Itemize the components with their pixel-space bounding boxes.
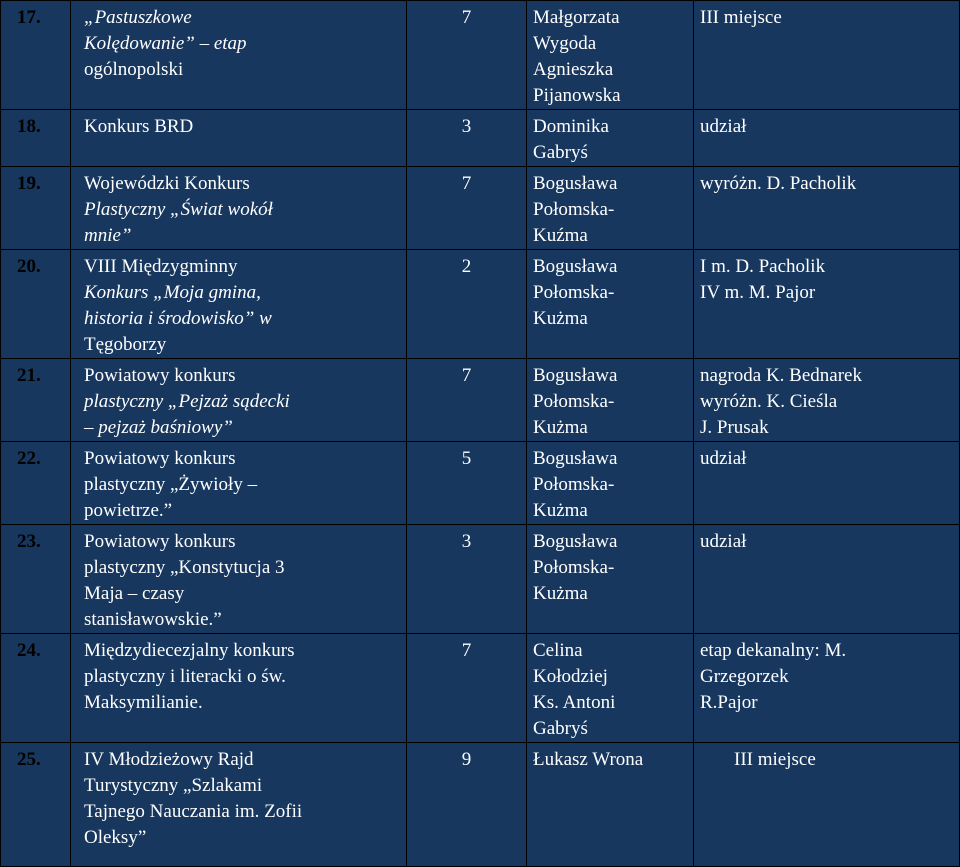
teacher-line: Pijanowska [533, 85, 621, 106]
table-row [1, 442, 960, 525]
participant-count-text: 3 [461, 116, 472, 137]
competition-name [71, 250, 407, 359]
table-row [1, 167, 960, 250]
teacher-line: Bogusława [533, 256, 618, 277]
row-number-text: 24. [17, 640, 41, 661]
row-number-text: 20. [17, 256, 41, 277]
result-line: etap dekanalny: M. [700, 640, 847, 661]
competition-line: ogólnopolski [84, 59, 184, 80]
row-number-text: 25. [17, 749, 41, 770]
competition-name [71, 110, 407, 167]
competition-line: „Pastuszkowe [84, 7, 192, 28]
competition-line: mnie” [84, 225, 132, 246]
teacher-line: Celina [533, 640, 583, 661]
teacher-line: Dominika [533, 116, 609, 137]
result-line: udział [700, 531, 747, 552]
teacher-line: Kużma [533, 308, 588, 329]
result-line: Grzegorzek [700, 666, 789, 687]
row-number [1, 359, 71, 442]
result-line: III miejsce [700, 7, 782, 28]
teacher-line: Wygoda [533, 33, 597, 54]
row-number-text: 22. [17, 448, 41, 469]
result [694, 250, 960, 359]
result-line: III miejsce [734, 749, 816, 770]
teacher-line: Ks. Antoni [533, 692, 616, 713]
competition-line: Plastyczny „Świat wokół [84, 199, 273, 220]
row-number [1, 634, 71, 743]
teacher-line: Połomska- [533, 557, 615, 578]
teacher-line: Kużma [533, 583, 588, 604]
teacher-line: Połomska- [533, 282, 615, 303]
teacher-name [527, 525, 694, 634]
teacher-name [527, 250, 694, 359]
competition-name [71, 743, 407, 867]
teacher-line: Połomska- [533, 391, 615, 412]
teacher-line: Łukasz Wrona [533, 749, 644, 770]
participant-count-text: 2 [461, 256, 472, 277]
competition-line: Oleksy” [84, 827, 147, 848]
teacher-name [527, 110, 694, 167]
competition-line: Maksymilianie. [84, 692, 203, 713]
competition-line: plastyczny „Żywioły – [84, 474, 258, 495]
participant-count-text: 7 [461, 365, 472, 386]
teacher-line: Gabryś [533, 142, 588, 163]
participant-count-text: 5 [461, 448, 472, 469]
competition-line: Kolędowanie” – etap [84, 33, 247, 54]
result [694, 442, 960, 525]
row-number [1, 167, 71, 250]
result-line: wyróżn. K. Cieśla [700, 391, 838, 412]
participant-count [407, 1, 527, 110]
competition-name [71, 359, 407, 442]
result [694, 167, 960, 250]
table-body [1, 1, 960, 867]
competition-line: Powiatowy konkurs [84, 365, 236, 386]
row-number-text: 18. [17, 116, 41, 137]
participant-count-text: 7 [461, 640, 472, 661]
competition-name [71, 167, 407, 250]
competition-line: – pejzaż baśniowy” [84, 417, 233, 438]
participant-count [407, 634, 527, 743]
participant-count-text: 7 [461, 173, 472, 194]
row-number [1, 442, 71, 525]
competition-line: Turystyczny „Szlakami [84, 775, 263, 796]
competition-line: Tajnego Nauczania im. Zofii [84, 801, 303, 822]
teacher-line: Bogusława [533, 531, 618, 552]
result-line: J. Prusak [700, 417, 769, 438]
competition-line: Powiatowy konkurs [84, 448, 236, 469]
participant-count [407, 743, 527, 867]
competition-line: plastyczny i literacki o św. [84, 666, 286, 687]
teacher-name [527, 1, 694, 110]
competition-line: plastyczny „Pejzaż sądecki [84, 391, 290, 412]
result-line: R.Pajor [700, 692, 758, 713]
participant-count [407, 250, 527, 359]
row-number-text: 21. [17, 365, 41, 386]
competition-line: historia i środowisko” w [84, 308, 272, 329]
result-line: I m. D. Pacholik [700, 256, 826, 277]
competition-line: Konkurs BRD [84, 116, 194, 137]
competition-name [71, 442, 407, 525]
competition-line: VIII Międzygminny [84, 256, 238, 277]
row-number [1, 525, 71, 634]
row-number [1, 250, 71, 359]
result-line: IV m. M. Pajor [700, 282, 816, 303]
teacher-line: Połomska- [533, 199, 615, 220]
teacher-name [527, 442, 694, 525]
competition-line: Wojewódzki Konkurs [84, 173, 250, 194]
row-number-text: 23. [17, 531, 41, 552]
competition-line: Konkurs „Moja gmina, [84, 282, 261, 303]
teacher-line: Kołodziej [533, 666, 608, 687]
teacher-line: Bogusława [533, 173, 618, 194]
participant-count [407, 110, 527, 167]
teacher-line: Kuźma [533, 225, 588, 246]
row-number [1, 743, 71, 867]
result [694, 1, 960, 110]
row-number-text: 17. [17, 7, 41, 28]
teacher-line: Kużma [533, 500, 588, 521]
result-line: udział [700, 448, 747, 469]
table-row [1, 250, 960, 359]
result [694, 359, 960, 442]
table-row [1, 1, 960, 110]
participant-count-text: 3 [461, 531, 472, 552]
competition-line: plastyczny „Konstytucja 3 [84, 557, 285, 578]
teacher-name [527, 167, 694, 250]
participant-count [407, 442, 527, 525]
competition-name [71, 634, 407, 743]
competition-line: powietrze.” [84, 500, 173, 521]
table-row [1, 525, 960, 634]
teacher-line: Połomska- [533, 474, 615, 495]
result [694, 110, 960, 167]
teacher-line: Kużma [533, 417, 588, 438]
competition-line: IV Młodzieżowy Rajd [84, 749, 254, 770]
result-line: udział [700, 116, 747, 137]
result-line: nagroda K. Bednarek [700, 365, 862, 386]
competition-line: Międzydiecezjalny konkurs [84, 640, 295, 661]
participant-count-text: 7 [461, 7, 472, 28]
competition-line: stanisławowskie.” [84, 609, 222, 630]
result [694, 743, 960, 867]
result-line: wyróżn. D. Pacholik [700, 173, 857, 194]
teacher-line: Agnieszka [533, 59, 614, 80]
participant-count [407, 525, 527, 634]
table-row [1, 110, 960, 167]
competition-line: Powiatowy konkurs [84, 531, 236, 552]
participant-count-text: 9 [461, 749, 472, 770]
teacher-name [527, 634, 694, 743]
competition-name [71, 1, 407, 110]
teacher-line: Bogusława [533, 365, 618, 386]
teacher-line: Małgorzata [533, 7, 620, 28]
table-row [1, 743, 960, 867]
competition-line: Maja – czasy [84, 583, 185, 604]
table-row [1, 359, 960, 442]
row-number [1, 1, 71, 110]
participant-count [407, 359, 527, 442]
result [694, 525, 960, 634]
teacher-name [527, 359, 694, 442]
row-number-text: 19. [17, 173, 41, 194]
result [694, 634, 960, 743]
competition-line: Tęgoborzy [84, 334, 167, 355]
row-number [1, 110, 71, 167]
participant-count [407, 167, 527, 250]
teacher-name [527, 743, 694, 867]
teacher-line: Gabryś [533, 718, 588, 739]
teacher-line: Bogusława [533, 448, 618, 469]
competition-name [71, 525, 407, 634]
table-row [1, 634, 960, 743]
